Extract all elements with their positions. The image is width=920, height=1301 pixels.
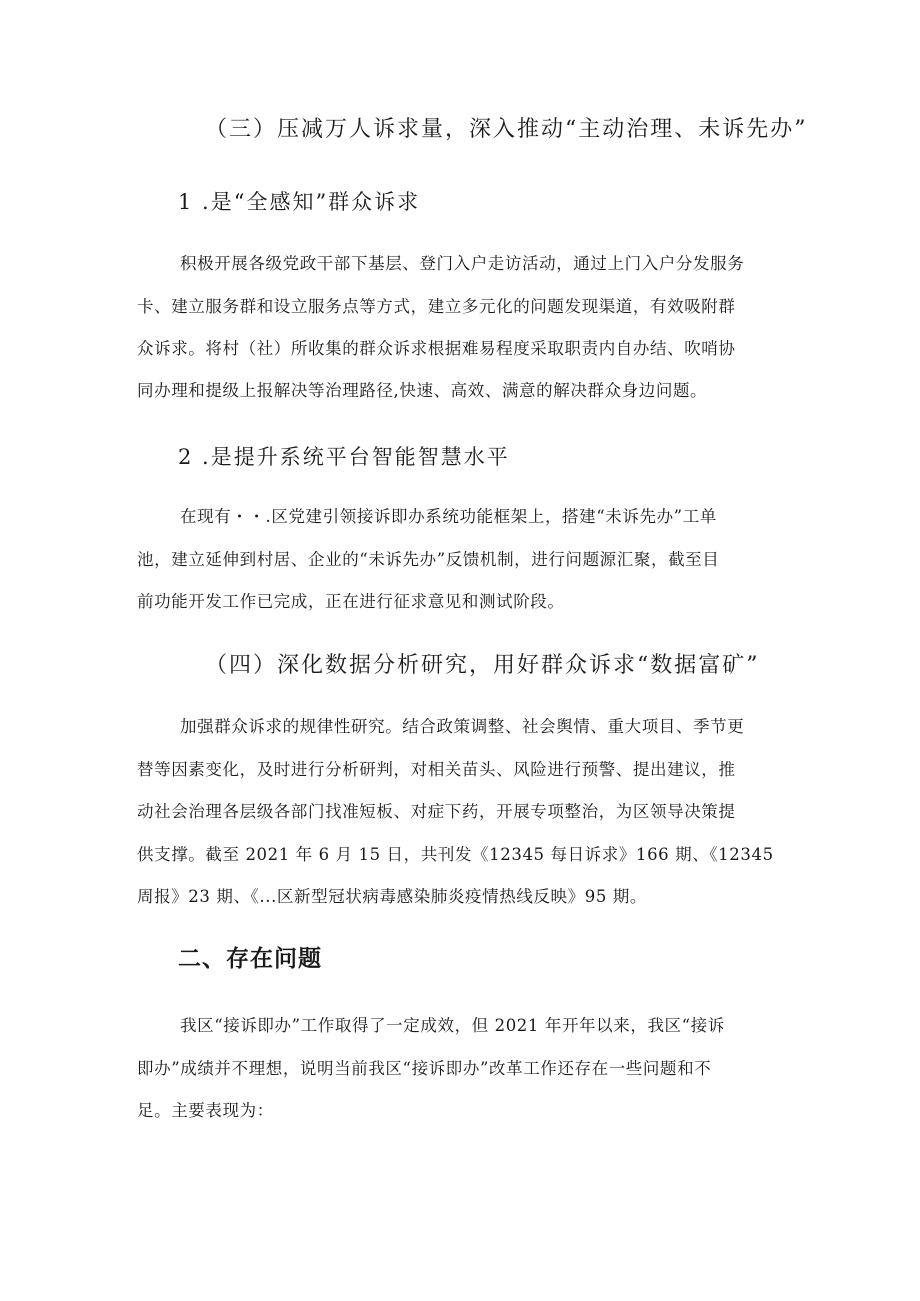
paragraph-line: 替等因素变化，及时进行分析研判，对相关苗头、风险进行预警、提出建议，推 xyxy=(137,760,736,779)
paragraph-line: 即办”成绩并不理想，说明当前我区“接诉即办”改革工作还存在一些问题和不 xyxy=(137,1059,712,1078)
paragraph-line: 供支撑。截至 2021 年 6 月 15 日，共刊发《12345 每日诉求》166 期、《12345 xyxy=(137,845,774,864)
paragraph-line: 积极开展各级党政干部下基层、登门入户走访活动，通过上门入户分发服务 xyxy=(180,254,745,273)
part-2-heading: 二、存在问题 xyxy=(178,946,322,972)
paragraph-line: 动社会治理各层级各部门找准短板、对症下药，开展专项整治，为区领导决策提 xyxy=(137,802,736,821)
section-4-heading: （四）深化数据分析研究，用好群众诉求“数据富矿” xyxy=(205,653,760,678)
paragraph-line: 卡、建立服务群和设立服务点等方式，建立多元化的问题发现渠道，有效吸附群 xyxy=(137,297,736,316)
paragraph-line: 加强群众诉求的规律性研究。结合政策调整、社会舆情、重大项目、季节更 xyxy=(180,717,745,736)
paragraph-line: 池，建立延伸到村居、企业的“未诉先办”反馈机制，进行问题源汇聚，截至目 xyxy=(137,550,720,569)
paragraph-line: 前功能开发工作已完成，正在进行征求意见和测试阶段。 xyxy=(137,592,565,611)
paragraph-line: 众诉求。将村（社）所收集的群众诉求根据难易程度采取职责内自办结、吹哨协 xyxy=(137,339,736,358)
paragraph-line: 周报》23 期、《...区新型冠状病毒感染肺炎疫情热线反映》95 期。 xyxy=(137,887,647,906)
item-2-heading: 2 .是提升系统平台智能智慧水平 xyxy=(178,445,510,469)
item-1-heading: 1 .是“全感知”群众诉求 xyxy=(178,190,421,214)
section-3-heading: （三）压减万人诉求量，深入推动“主动治理、未诉先办” xyxy=(205,117,808,142)
paragraph-line: 在现有・・.区党建引领接诉即办系统功能框架上，搭建“未诉先办”工单 xyxy=(180,507,717,526)
paragraph-line: 同办理和提级上报解决等治理路径,快速、高效、满意的解决群众身边问题。 xyxy=(137,381,708,400)
paragraph-line: 我区“接诉即办”工作取得了一定成效，但 2021 年开年以来，我区“接诉 xyxy=(180,1016,725,1035)
paragraph-line: 足。主要表现为： xyxy=(137,1101,274,1120)
